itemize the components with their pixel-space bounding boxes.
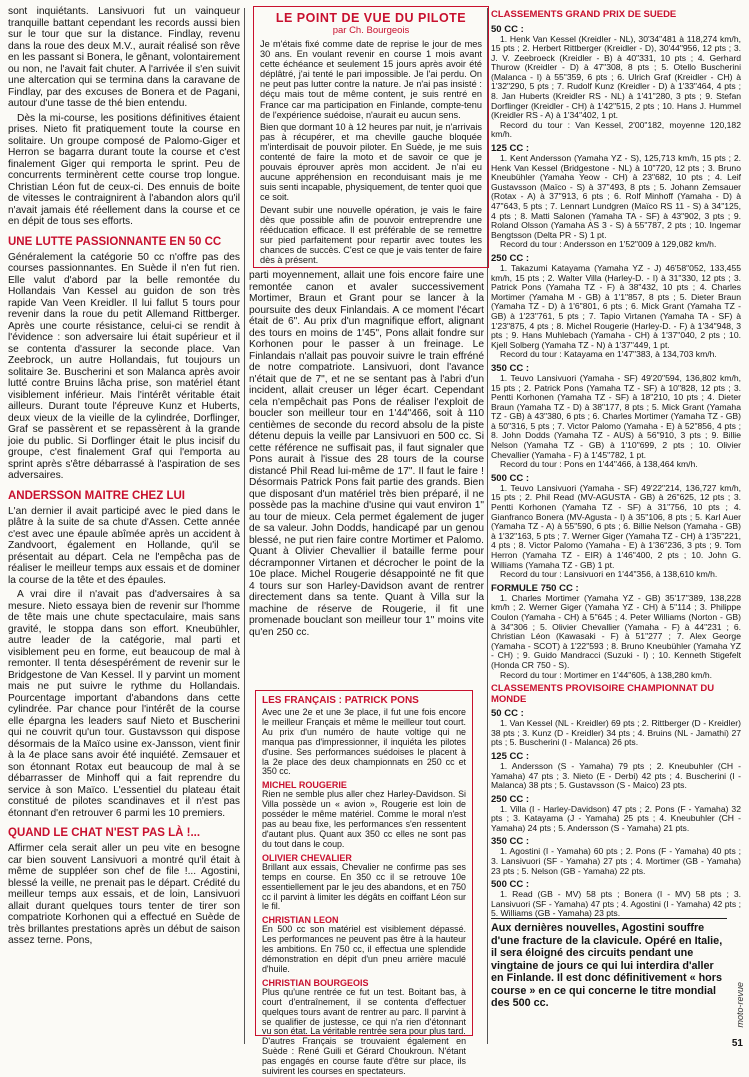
results-title: CLASSEMENTS GRAND PRIX DE SUEDE	[491, 9, 677, 20]
lap-record: Record du tour : Katayama en 1'47"383, à 134,703 km/h.	[500, 349, 717, 360]
paragraph: A vrai dire il n'avait pas d'adversaires à sa mesure. Nieto essaya bien de revenir sur l'homme de tête mais une chute spectaculaire, mais sans gravité, le stoppa dans son effort. Kneubühler, autre leader de la catégorie, mal parti et visiblement peu en forme, eut beaucoup de mal à remonter. Il tenta désespérément de revenir sur le Bridgestone de Van Kessel. Il y parvint un moment mais ne put suivre le rythme du Hollandais. Pourcentage important d'abandons dans cette cylindrée. Par chance pour l'intérêt de la course elle épargna les leaders sauf Nieto et Buscherini qui ne couvrit qu'un tour. Gustavsson qui dispose désormais de la Maïco usine ex-Jansson, vient finir à la 4e place sans avoir été inquiété. Zemsauer et son étonnant Rotax eut beaucoup de mal à se débarrasser de Minhoff qui a fait reprendre du service à son Maïco. L'essentiel du plateau était constitué de pilotes scandinaves et il n'est pas étonnant d'en retrouver 6 parmi les 10 premiers.	[8, 589, 240, 819]
class-results: 1. Takazumi Katayama (Yamaha YZ - J) 46'58"052, 133,455 km/h, 15 pts ; 2. Walter Villa (Harley-D. - I) à 31"330, 12 pts ; 3. Patrick Pons (Yamaha TZ - F) à 38"432, 10 pts ; 4. Charles Mortimer (Yamaha M - GB) à 1'1"857, 8 pts ; 5. Dieter Braun (Yamaha TZ - D) à 1'6"801, 6 pts ; 6. Mick Grant (Yamaha TZ - GB) à 1'23"761, 5 pts ; 7. Tapio Virtanen (Yamaha TA - SF) à 1'23"875, 4 pts ; 8. Michel Rougerie (Harley-D. - F) à 1'34"948, 3 pts ; 9. Hans Muhlebach (Yamaha - CH) à 1'37"040, 2 pts ; 10. Kjell Solberg (Yamaha TZ - N) à 1'37"449, 1 pt.	[491, 262, 741, 350]
box-paragraph: Bien que dormant 10 à 12 heures par nuit, je n'arrivais pas à récupérer, et ma cheville gauche bloquée m'interdisait de pouvoir piloter. En Suède, je me suis contenté de faire la moto et de savoir ce que je pouvais éprouver après mon accident. Je n'ai eu aucune appréhension en reconduisant mais je me suis senti incapable, physiquement, de tenter quoi que ce soit.	[260, 121, 482, 203]
rider-extra: D'autres Français se trouvaient également en Suède : René Guili et Gérard Choukroun. N'étant pas engagés en course faute d'être sur place, ils suivirent les courses en spectateurs.	[262, 1036, 466, 1077]
rider-name: OLIVIER CHEVALIER	[262, 852, 352, 863]
lap-record: Record du tour : Mortimer en 1'44"605, à 138,280 km/h.	[500, 669, 713, 680]
class-results: 1. Henk Van Kessel (Kreidler - NL), 30'34"481 à 118,274 km/h, 15 pts ; 2. Herbert Rittberger (Kreidler - D), 30'44"956, 12 pts ; 3. J. V. Zeebroeck (Kreidler - B) à 40"331, 10 pts ; 4. Gerhard Thurow (Kreidler - D) à 47"308, 8 pts ; 5. Otello Buscherini (Malanca - I) à 55"359, 6 pts ; 6. Ulrich Graf (Kreidler - CH) à 1'32"290, 5 pts ; 7. Rudolf Kunz (Kreidler - D) à 1'33"464, 4 pts ; 8. Jan Huberts (Kreidler RS - NL) à 1'41"280, 3 pts ; 9. Stefan Dorflinger (Kreidler - CH) à 1'42"515, 2 pts ; 10. Hans J. Hummel (Kreidler RS - A) à 1'34"402, 1 pt.	[491, 33, 741, 121]
rider-name: CHRISTIAN LEON	[262, 915, 339, 926]
class-heading: 500 CC :	[491, 879, 530, 891]
article-continuation	[249, 270, 484, 685]
class-results: 1. Charles Mortimer (Yamaha YZ - GB) 35'17"389, 138,228 km/h ; 2. Werner Giger (Yamaha YZ - CH) à 5"114 ; 3. Philippe Coulon (Yamaha - CH) à 5"645 ; 4. Peter Williams (Norton - GB) à 34"306 ; 5. Olivier Chevallier (Yamaha - F) à 44"231 ; 6. Christian Léon (Kawasaki - F) à 51"277 ; 7. Alex George (Yamaha - SCOT) à 1'22"593 ; 8. Bruno Kneubühler (Yamaha YZ - CH) ; 9. Guido Mandracci (Suzuki - I) ; 10. Kenneth Stigefelt (Honda CR 750 - S).	[491, 592, 741, 670]
section-heading-andersson: ANDERSSON MAITRE CHEZ LUI	[8, 489, 185, 502]
rider-text: Plus qu'une rentrée ce fut un test. Boitant bas, à court d'entraînement, il se contenta d'effectuer quelques tours avant de rentrer au parc. Il parvint à se qualifier de justesse, ce qui n'a rien d'étonnant vu son état. La véritable rentrée sera pour plus tard.	[262, 986, 466, 1037]
class-results: 1. Villa (I - Harley-Davidson) 47 pts ; 2. Pons (F - Yamaha) 32 pts ; 3. Katayama (J - Yamaha) 25 pts ; 4. Kneubuhler (CH - Yamaha) 24 pts ; 5. Andersson (S - Yamaha) 21 pts.	[491, 803, 741, 833]
class-results: 1. Teuvo Lansivuori (Yamaha - SF) 49'20"594, 136,802 km/h, 15 pts ; 2. Patrick Pons (Yamaha TZ - SF) à 10"828, 12 pts ; 3. Pentti Korhonen (Yamaha TZ - SF) à 18"210, 10 pts ; 4. Dieter Braun (Yamaha TZ - D) à 38"177, 8 pts ; 5. Mick Grant (Yamaha TZ - GB) à 43"380, 6 pts ; 6. Charles Mortimer (Yamaha TZ - GB) à 50"316, 5 pts ; 7. Victor Palomo (Yamaha - E) à 52"856, 4 pts ; 8. John Dodds (Yamaha TZ - AUS) à 56"910, 3 pts ; 9. Billie Nelson (Yamaha TZ - GB) à 1'10"699, 2 pts ; 10. Olivier Chevallier (Yamaha - F) à 1'45"782, 1 pt.	[491, 372, 741, 460]
class-results: 1. Teuvo Lansivuori (Yamaha - SF) 49'22"214, 136,727 km/h, 15 pts ; 2. Phil Read (MV-AGUSTA - GB) à 26"625, 12 pts ; 3. Pentti Korhonen (Yamaha TZ - SF) à 31"756, 10 pts ; 4. Gianfranco Bonera (MV-Agusta - I) à 35"106, 8 pts ; 5. Karl Auer (Yamaha TZ - A) à 55"590, 6 pts ; 6. Billie Nelson (Yamaha - GB) à 1'32"163, 5 pts ; 7. Werner Giger (Yamaha TZ - CH) à 1'35"221, 4 pts ; 8. Victor Palomo (Yamaha - E) à 1'36"236, 3 pts ; 9. Tom Herron (Yamaha TZ - EIR) à 1'46"400, 2 pts ; 10. John G. Williams (Yamaha TZ - GB) 1 pt.	[491, 482, 741, 570]
french-box-intro: Avec une 2e et une 3e place, il fut une fois encore le meilleur Français et même le meilleur tout court. Au prix d'un numéro de haute voltige qui ne manqua pas d'impressionner, il inquiéta les pilotes d'usine. Ses performances suédoises le placent à la 2e place des deux championnats en 250 cc et 350 cc.	[262, 707, 466, 777]
paragraph: L'an dernier il avait participé avec le pied dans le plâtre à la suite de sa chute d'Assen. Cette année c'est avec une épaule abîmée après un accident à Zandvoort, également en Hollande, qu'il se présentait au départ. Cela ne l'empêcha pas de réaliser le meilleur temps aux essais et de dominer la course de la tête et des épaules.	[8, 505, 240, 586]
championship-title: CLASSEMENTS PROVISOIRE CHAMPIONNAT DU MONDE	[491, 683, 715, 705]
rider-text: Brillant aux essais, Chevalier ne confirme pas ses temps en course. En 350 cc il se retrouve 10e essentiellement par le jeu des abandons, et en 750 cc il parvint à limiter les dégâts en coiffant Léon sur le fil.	[262, 861, 466, 912]
class-heading: 500 CC :	[491, 472, 530, 484]
class-heading: 250 CC :	[491, 252, 530, 264]
lap-record: Record du tour : Van Kessel, 2'00"182, moyenne 120,182 km/h.	[491, 119, 741, 140]
lap-record: Record du tour : Lansivuori en 1'44"356, à 138,610 km/h.	[500, 569, 718, 580]
class-heading: 50 CC :	[491, 708, 524, 720]
class-heading: 125 CC :	[491, 143, 530, 155]
news-divider	[491, 918, 727, 919]
class-heading: 50 CC :	[491, 23, 524, 35]
class-heading: 350 CC :	[491, 362, 530, 374]
section-heading-50cc: UNE LUTTE PASSIONNANTE EN 50 CC	[8, 235, 222, 248]
class-results: 1. Van Kessel (NL - Kreidler) 69 pts ; 2. Rittberger (D - Kreidler) 38 pts ; 3. Kunz (D - Kreidler) 34 pts ; 4. Bruins (NL - Jamathi) 27 pts ; 5. Buscherini (I - Malanca) 26 pts.	[491, 718, 741, 748]
box-paragraph: Je m'étais fixé comme date de reprise le jour de mes 30 ans. En voulant revenir en course 1 mois avant cette échéance et seulement 15 jours après avoir été déplâtré, j'ai tenté le pari impossible. Je l'ai perdu. On ne peut pas lutter contre la nature. Je n'ai pas insisté : déçu mais tout de même content, je suis rentré en France car ma participation en Finlande, compte-tenu de l'expérience suédoise, n'aurait eu aucun sens.	[260, 39, 482, 120]
rider-text: En 500 cc son matériel est visiblement dépassé. Les performances ne peuvent pas être à la hauteur les ambitions. En 750 cc, il effectua une splendide démonstration en dépit d'un pneu arrière maculé d'huile.	[262, 924, 466, 974]
column-rule-1	[244, 8, 245, 1044]
rider-text: Rien ne semble plus aller chez Harley-Davidson. Si Villa possède un « avion », Rougerie est loin de posséder le même matériel. Comme le moral n'est pas au beau fixe, les performances s'en ressentent d'autant plus. Quant aux 350 cc elles ne sont pas du tout dans le coup.	[262, 789, 466, 849]
class-heading: 250 CC :	[491, 793, 530, 805]
championship-results	[491, 708, 741, 919]
section-heading-chat: QUAND LE CHAT N'EST PAS LÀ !...	[8, 827, 201, 839]
magazine-brand: moto-revue	[735, 982, 745, 1028]
lap-record: Record du tour : Pons en 1'44"466, à 138,464 km/h.	[500, 459, 698, 470]
paragraph: Dès la mi-course, les positions définitives étaient prises. Nieto fit pratiquement toute la course en solitaire. Un groupe composé de Palomo-Giger et Herron se bagarra durant toute la course et c'est finalement Giger qui remporta le sprint. Peu de concurrents terminèrent cette course trop longue. Christian Léon fut de ceux-ci. Des ennuis de boite de vitesses le contraignirent à l'abandon alors qu'il n'avait jamais été réellement dans la course et ce en dépit de tous ses efforts.	[8, 112, 240, 227]
gp-results	[491, 24, 741, 681]
class-results: 1. Read (GB - MV) 58 pts ; Bonera (I - MV) 58 pts ; 3. Lansivuori (SF - Yamaha) 47 pts ; 4. Agostini (I - Yamaha) 42 pts ; 5. Williams (GB - Yamaha) 23 pts.	[491, 889, 741, 919]
class-results: 1. Agostini (I - Yamaha) 60 pts ; 2. Pons (F - Yamaha) 40 pts ; 3. Lansivuori (SF - Yamaha) 27 pts ; 4. Mortimer (GB - Yamaha) 23 pts ; 5. Nelson (GB - Yamaha) 22 pts.	[491, 846, 741, 876]
column-middle	[249, 6, 484, 1077]
paragraph: Généralement la catégorie 50 cc n'offre pas des courses passionnantes. En Suède il n'en fut rien. Elle valut d'abord par la belle remontée du Hollandais Van Kessel au guidon de son très rapide Van Veen Kreidler. Il lui fallut 5 tours pour revenir dans la roue du petit Allemand Rittberger. Après une courte résistance, celui-ci se rendit à l'évidence : son adversaire lui était supérieur et il se contenta d'assurer la seconde place. Van Zeebrock, un autre Hollandais, fut toujours un solitaire 3e. Buscherini et son Malanca après avoir lutté contre Bruins lâcha prise, son matériel étant visiblement inférieur. Mais l'intérêt véritable était ailleurs. Durant toute l'épreuve Kunz et Huberts, deux vieux de la vieille de la cylindrée, Dorflinger, Graf se passèrent et se repassèrent à la grande joie du public. Si Dorflinger était le plus incisif du groupe, c'est finalement Graf qui l'emporta au sprint après s'être débarrassé à l'aspiration de ses adversaires.	[8, 251, 240, 481]
latest-news	[491, 918, 727, 1010]
page-number: 51	[731, 1038, 743, 1049]
french-riders-box	[255, 690, 473, 1077]
class-heading: 350 CC :	[491, 836, 530, 848]
box-author: par Ch. Bourgeois	[332, 25, 410, 36]
french-box-title: LES FRANÇAIS : PATRICK PONS	[262, 695, 419, 706]
class-heading: 125 CC :	[491, 750, 530, 762]
column-results	[491, 6, 741, 1046]
class-results: 1. Kent Andersson (Yamaha YZ - S), 125,713 km/h, 15 pts ; 2. Henk Van Kessel (Bridgestone - NL) à 10"720, 12 pts ; 3. Bruno Kneubühler (Yamaha Yeow - CH) à 23"682, 10 pts ; 4. Leif Gustavsson (Maïco - S) à 37"493, 8 pts ; 5. Johann Zemsauer (Rotax - A) à 37"913, 6 pts ; 6. Rolf Minhoff (Yamaha - D) à 47"643, 5 pts ; 7. Lennart Lundgren (Maïco RS 11 - S) à 34"125, 4 pts ; 8. Matti Salonen (Yamaha TA - SF) à 43"902, 3 pts ; 9. Roland Olsson (Yamaha AS 3 - S) à 55"787, 2 pts ; 10. Ingemar Bengtsson (Delta PR - S) 1 pt.	[491, 153, 741, 240]
paragraph: sont inquiétants. Lansivuori fut un vainqueur tranquille battant cependant les records aussi bien sur le tour que sur la distance. Findlay, revenu dans la roue des deux M.V., aurait réalisé son rêve en les passant si Bonera, le gênant, volontairement ou non, ne l'avait fait chuter. A l'arrivée il s'en suivit une altercation qui se termina dans la caravane de Findlay, par des excuses de Bonera et de Pagani, autour d'une tasse de thé bien entendu.	[8, 6, 240, 109]
paragraph: Affirmer cela serait aller un peu vite en besogne car bien souvent Lansivuori a montré qu'il était à même de suppléer son chef de file !... Agostini, blessé la veille, ne prenait pas le départ. Crédité du meilleur temps aux essais, et de loin, Lansivuori allait durant quelques tours tenter de tirer son compatriote Korhonen qui a effectué en Suède de très brillantes prestations après un début de saison assez terne. Pons,	[8, 843, 240, 946]
class-heading: FORMULE 750 CC :	[491, 582, 579, 594]
paragraph: parti moyennement, allait une fois encore faire une remontée canon et avaler successivement Mortimer, Braun et Grant pour se lancer à la poursuite des deux Finlandais. A ce moment l'écart était de 6". Au prix d'un magnifique effort, alignant des tours en moins de 1'45", Pons allait fondre sur Korhonen pour le passer à un freinage. Le Finlandais n'allait pas pouvoir suivre le train effréné de notre compatriote. Lansivuori, dont l'avance n'était que de 7", et ne se sentant pas à l'abri d'un incident, allait creuser un léger écart. Cependant cela n'empêchait pas Pons de réaliser l'exploit de boucler son meilleur tour en 1'44"466, soit à 110 centièmes de seconde du record absolu de la piste détenu depuis la veille par Lansivuori en 500 cc. Si cette référence ne suffisait pas, il faut signaler que Pons aurait à l'issue des 28 tours de la course distancé Phil Read lui-même de 17". Il faut le faire ! Désormais Patrick Pons fait partie des grands. Bien que disposant d'un matériel très bien préparé, il ne possède pas la machine d'usine qui vaut environ 1" au tour de mieux. Cela permet également de juger de sa valeur. John Dodds, handicapé par un genou blessé, ne put rien faire contre Mortimer et Palomo. Quant à Olivier Chevallier il bataille ferme pour décramponner Virtanen et décrocher le point de la 10e place. Michel Rougerie désappointé ne fit que 4 tours sur son Harley-Davidson avant de rentrer directement dans sa tente. Quant à Villa sur la machine de réserve de Rougerie, il fit une promenade bouclant son meilleur tour 1" moins vite qu'en 250 cc.	[249, 270, 484, 638]
rider-name: CHRISTIAN BOURGEOIS	[262, 977, 369, 988]
box-title: LE POINT DE VUE DU PILOTE	[275, 11, 467, 25]
class-results: 1. Andersson (S - Yamaha) 79 pts ; 2. Kneubuhler (CH - Yamaha) 47 pts ; 3. Nieto (E - Derbi) 42 pts ; 4. Buscherini (I - Malanca) 38 pts ; 5. Gustavsson (S - Maico) 23 pts.	[491, 760, 741, 791]
lap-record: Record du tour : Andersson en 1'52"009 à 129,082 km/h.	[500, 239, 717, 250]
column-left	[8, 6, 240, 1046]
news-text: Aux dernières nouvelles, Agostini souffre d'une fracture de la clavicule. Opéré en Italie, il sera éloigné des circuits pendant une vingtaine de jours ce qui lui interdira d'aller en Finlande. Il est donc définitivement « hors course » en ce qui concerne le titre mondial des 500 cc.	[491, 922, 723, 1009]
box-paragraph: Devant subir une nouvelle opération, je vais le faire dès que possible afin de pouvoir entreprendre une rééducation efficace. Il est préférable de se remettre sur pied parfaitement pour repartir avec toutes les chances de succès. C'est ce que je vais tenter de faire dès à présent.	[260, 204, 482, 265]
pilot-viewpoint-box	[253, 6, 489, 268]
rider-name: MICHEL ROUGERIE	[262, 780, 347, 791]
